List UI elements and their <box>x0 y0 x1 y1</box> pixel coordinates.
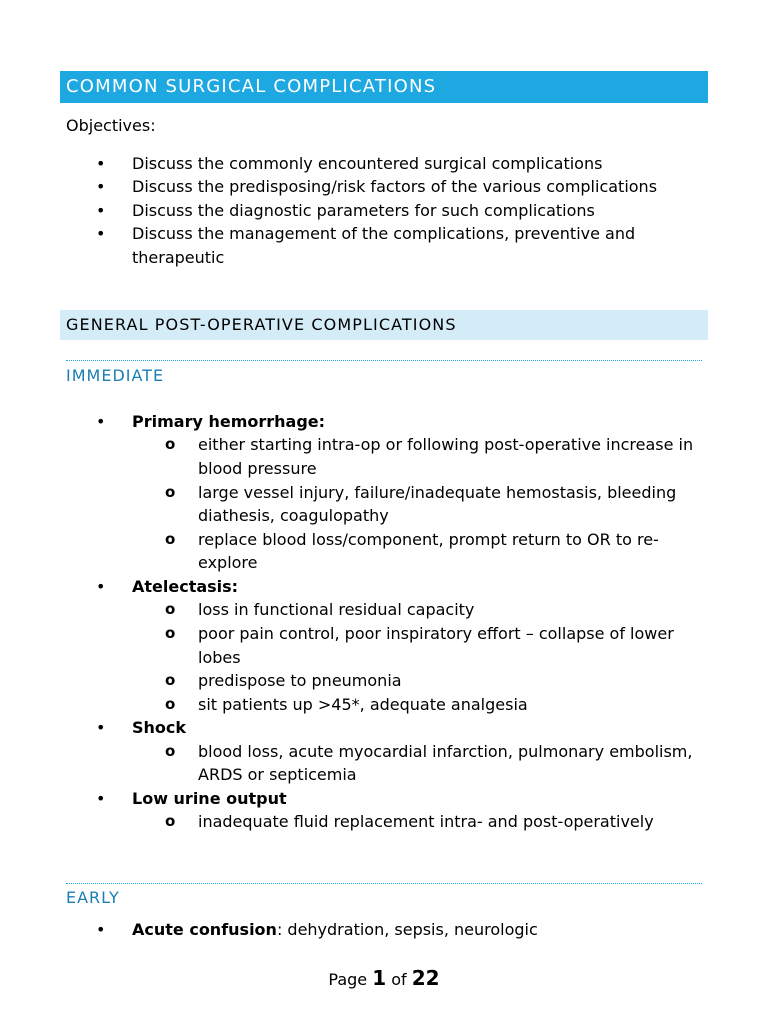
bullet-icon: • <box>96 154 106 173</box>
list-item <box>66 410 706 575</box>
objective-item: • Discuss the management of the complications, preventive and therapeutic <box>96 224 636 267</box>
early-list <box>66 918 706 941</box>
objectives-label: Objectives: <box>66 116 156 135</box>
immediate-heading: IMMEDIATE <box>66 366 165 385</box>
section-heading: GENERAL POST-OPERATIVE COMPLICATIONS <box>60 310 708 340</box>
item-title: Acute confusion <box>132 920 277 939</box>
divider <box>66 360 702 361</box>
sub-bullet-icon: o <box>165 741 176 760</box>
sub-item: o either starting intra-op or following post-operative increase in blood pressure <box>165 435 694 478</box>
list-item <box>66 787 706 834</box>
sub-bullet-icon: o <box>165 623 176 642</box>
sub-item: o large vessel injury, failure/inadequate hemostasis, bleeding diathesis, coagulopathy <box>165 482 677 526</box>
sub-bullet-icon: o <box>165 435 176 454</box>
early-heading: EARLY <box>66 888 120 907</box>
item-title: Shock <box>132 718 187 738</box>
list-item <box>66 575 706 716</box>
sub-bullet-icon: o <box>165 812 176 831</box>
immediate-list <box>66 410 706 834</box>
bullet-icon: • <box>96 200 106 220</box>
item-title: Primary hemorrhage: <box>132 412 326 431</box>
list-item <box>66 918 706 941</box>
current-page-number: 1 <box>372 966 387 990</box>
bullet-icon: • <box>96 718 106 738</box>
bullet-icon: • <box>96 576 106 596</box>
document-title: COMMON SURGICAL COMPLICATIONS <box>60 71 708 103</box>
total-pages-number: 22 <box>411 966 440 990</box>
sub-item: o sit patients up >45*, adequate analgesia <box>132 693 706 717</box>
item-title: Atelectasis: <box>132 576 239 596</box>
sub-item: o blood loss, acute myocardial infarction, pulmonary embolism, ARDS or septicemia <box>165 741 693 785</box>
sub-bullet-icon: o <box>165 482 176 501</box>
bullet-icon: • <box>96 412 106 431</box>
sub-item: o predispose to pneumonia <box>132 669 706 693</box>
sub-bullet-icon: o <box>165 600 176 619</box>
divider <box>66 883 702 884</box>
item-title: Low urine output <box>132 788 287 808</box>
page-footer: Page 1 of 22 <box>328 966 440 990</box>
sub-item: o loss in functional residual capacity <box>132 598 706 622</box>
bullet-icon: • <box>96 920 106 939</box>
objective-item: • Discuss the predisposing/risk factors of the various complications <box>66 175 686 198</box>
sub-bullet-icon: o <box>165 694 176 713</box>
sub-item: o poor pain control, poor inspiratory effort – collapse of lower lobes <box>165 623 674 667</box>
bullet-icon: • <box>96 177 106 197</box>
sub-bullet-icon: o <box>165 671 176 690</box>
objective-item: • Discuss the commonly encountered surgical complications <box>66 152 686 175</box>
sub-bullet-icon: o <box>165 529 176 548</box>
sub-item: o replace blood loss/component, prompt return to OR to re-explore <box>165 529 659 573</box>
bullet-icon: • <box>96 224 106 244</box>
list-item <box>66 716 706 787</box>
bullet-icon: • <box>96 788 106 808</box>
objectives-list <box>66 152 686 269</box>
sub-item: o inadequate fluid replacement intra- and post-operatively <box>132 810 706 834</box>
objective-item: • Discuss the diagnostic parameters for such complications <box>66 199 686 222</box>
item-text: : dehydration, sepsis, neurologic <box>276 920 538 939</box>
